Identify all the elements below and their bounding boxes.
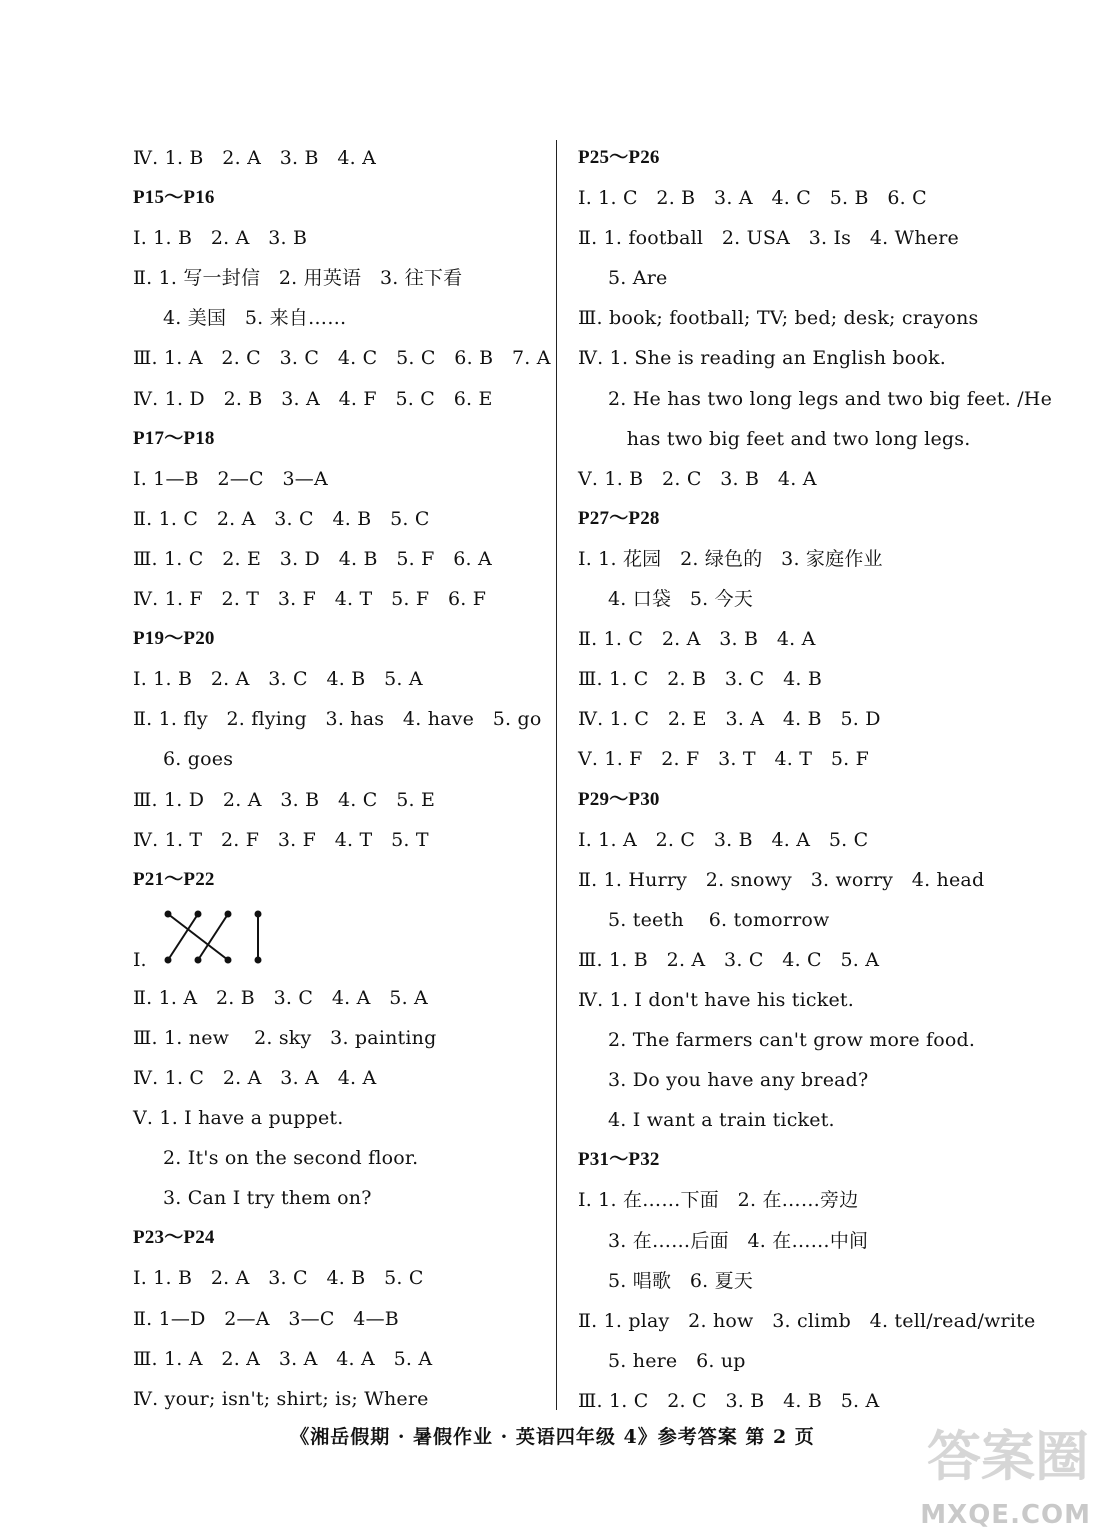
answer-line: Ⅱ. 1. C 2. A 3. B 4. A bbox=[578, 628, 816, 651]
answer-line: 5. Are bbox=[608, 267, 668, 290]
bottom-dot-2 bbox=[195, 956, 202, 963]
answer-line: Ⅲ. 1. new 2. sky 3. painting bbox=[133, 1026, 437, 1049]
answer-line: Ⅰ. 1. 在……下面 2. 在……旁边 bbox=[578, 1189, 859, 1212]
answer-line: Ⅳ. 1. C 2. A 3. A 4. A bbox=[133, 1066, 377, 1089]
answer-line: 3. 在……后面 4. 在……中间 bbox=[608, 1229, 869, 1252]
answer-line: Ⅲ. 1. D 2. A 3. B 4. C 5. E bbox=[133, 788, 436, 811]
section-heading: P27～P28 bbox=[578, 507, 660, 529]
column-divider bbox=[556, 140, 557, 1410]
match-line-2 bbox=[168, 914, 198, 960]
matching-lines bbox=[163, 908, 273, 968]
answer-line: Ⅲ. 1. A 2. C 3. C 4. C 5. C 6. B 7. A bbox=[133, 347, 551, 370]
answer-line: 6. goes bbox=[163, 748, 234, 771]
answer-line: Ⅳ. 1. B 2. A 3. B 4. A bbox=[133, 147, 377, 169]
answer-line: Ⅲ. 1. C 2. E 3. D 4. B 5. F 6. A bbox=[133, 547, 492, 570]
answer-line: 4. I want a train ticket. bbox=[608, 1109, 835, 1132]
section-heading: P31～P32 bbox=[578, 1149, 660, 1171]
answer-line: Ⅱ. 1. Hurry 2. snowy 3. worry 4. head bbox=[578, 868, 985, 891]
section-heading: P17～P18 bbox=[133, 427, 215, 449]
answer-line: Ⅳ. 1. T 2. F 3. F 4. T 5. T bbox=[133, 828, 429, 851]
answer-line: 5. here 6. up bbox=[608, 1349, 746, 1372]
answer-line: 4. 口袋 5. 今天 bbox=[608, 588, 754, 611]
bottom-dot-4 bbox=[255, 956, 262, 963]
section-heading: P19～P20 bbox=[133, 628, 215, 650]
answer-line: Ⅲ. 1. A 2. A 3. A 4. A 5. A bbox=[133, 1347, 433, 1370]
answer-line: Ⅰ. 1. B 2. A 3. C 4. B 5. A bbox=[133, 668, 423, 691]
answer-line: Ⅰ. 1. 花园 2. 绿色的 3. 家庭作业 bbox=[578, 547, 883, 570]
answer-line: Ⅳ. 1. I don't have his ticket. bbox=[578, 988, 854, 1011]
matching-diagram bbox=[133, 900, 548, 978]
top-dot-1 bbox=[165, 910, 172, 917]
matching-label: Ⅰ. bbox=[133, 948, 147, 971]
answer-line: 5. 唱歌 6. 夏天 bbox=[608, 1269, 754, 1292]
answer-line: Ⅴ. 1. F 2. F 3. T 4. T 5. F bbox=[578, 748, 870, 771]
answer-line: Ⅴ. 1. I have a puppet. bbox=[133, 1107, 344, 1130]
answer-line: Ⅳ. 1. F 2. T 3. F 4. T 5. F 6. F bbox=[133, 588, 487, 611]
answer-line: Ⅱ. 1. 写一封信 2. 用英语 3. 往下看 bbox=[133, 267, 463, 290]
section-heading: P15～P16 bbox=[133, 187, 215, 209]
page-footer: 《湘岳假期 · 暑假作业 · 英语四年级 4》参考答案 第 2 页 bbox=[290, 1426, 815, 1448]
section-heading: P25～P26 bbox=[578, 147, 660, 168]
answer-line: Ⅱ. 1. fly 2. flying 3. has 4. have 5. go bbox=[133, 708, 542, 731]
answer-line: 5. teeth 6. tomorrow bbox=[608, 908, 830, 931]
section-heading: P29～P30 bbox=[578, 788, 660, 810]
answer-line: 2. He has two long legs and two big feet. /He bbox=[608, 387, 1053, 410]
answer-line: 3. Can I try them on? bbox=[163, 1187, 372, 1210]
match-line-3 bbox=[198, 914, 228, 960]
answer-line: Ⅱ. 1. C 2. A 3. C 4. B 5. C bbox=[133, 507, 430, 530]
bottom-dot-1 bbox=[165, 956, 172, 963]
answer-line: has two big feet and two long legs. bbox=[608, 427, 971, 450]
answer-line: 2. It's on the second floor. bbox=[163, 1147, 419, 1170]
answer-line: 2. The farmers can't grow more food. bbox=[608, 1029, 976, 1052]
answer-line: Ⅱ. 1. A 2. B 3. C 4. A 5. A bbox=[133, 986, 428, 1009]
answer-line: Ⅲ. 1. B 2. A 3. C 4. C 5. A bbox=[578, 948, 880, 971]
right-column bbox=[578, 138, 1053, 1421]
answer-line: Ⅰ. 1. A 2. C 3. B 4. A 5. C bbox=[578, 828, 869, 851]
answer-line: 4. 美国 5. 来自…… bbox=[163, 307, 347, 330]
left-column bbox=[133, 138, 551, 1419]
answer-line: Ⅲ. book; football; TV; bed; desk; crayons bbox=[578, 307, 979, 330]
watermark-logo bbox=[922, 1410, 1097, 1530]
answer-line: Ⅳ. 1. She is reading an English book. bbox=[578, 347, 947, 370]
watermark-cn: 答案圈 bbox=[927, 1425, 1089, 1488]
section-heading: P23～P24 bbox=[133, 1227, 215, 1249]
answer-line: Ⅳ. 1. D 2. B 3. A 4. F 5. C 6. E bbox=[133, 387, 493, 410]
answer-line: Ⅴ. 1. B 2. C 3. B 4. A bbox=[578, 467, 817, 490]
answer-line: Ⅱ. 1. play 2. how 3. climb 4. tell/read/write bbox=[578, 1309, 1036, 1332]
top-dot-4 bbox=[255, 910, 262, 917]
match-line-1 bbox=[168, 914, 228, 960]
watermark-url: MXQE.COM bbox=[920, 1500, 1091, 1530]
bottom-dot-3 bbox=[225, 956, 232, 963]
section-heading: P21～P22 bbox=[133, 868, 215, 890]
answer-line: 3. Do you have any bread? bbox=[608, 1069, 869, 1092]
top-dot-2 bbox=[195, 910, 202, 917]
answer-line: Ⅱ. 1. football 2. USA 3. Is 4. Where bbox=[578, 227, 959, 250]
top-dot-3 bbox=[225, 910, 232, 917]
answer-line: Ⅲ. 1. C 2. C 3. B 4. B 5. A bbox=[578, 1389, 880, 1412]
answer-line: Ⅰ. 1. C 2. B 3. A 4. C 5. B 6. C bbox=[578, 187, 927, 210]
answer-line: Ⅰ. 1. B 2. A 3. B bbox=[133, 227, 308, 250]
answer-line: Ⅲ. 1. C 2. B 3. C 4. B bbox=[578, 668, 823, 691]
answer-line: Ⅱ. 1—D 2—A 3—C 4—B bbox=[133, 1307, 399, 1330]
answer-line: Ⅰ. 1. B 2. A 3. C 4. B 5. C bbox=[133, 1267, 424, 1290]
answer-line: Ⅰ. 1—B 2—C 3—A bbox=[133, 467, 328, 490]
answer-line: Ⅳ. 1. C 2. E 3. A 4. B 5. D bbox=[578, 708, 881, 731]
answer-line: Ⅳ. your; isn't; shirt; is; Where bbox=[133, 1387, 429, 1410]
